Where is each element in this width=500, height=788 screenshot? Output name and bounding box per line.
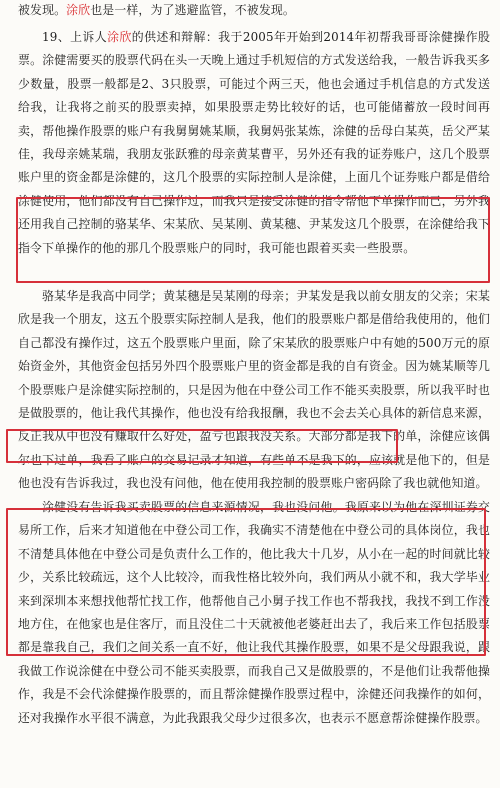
text-segment: 被发现。 — [18, 3, 67, 17]
text-segment: 也是一样，为了逃避监管，不被发现。 — [90, 3, 295, 17]
text-segment: 骆某华是我高中同学；黄某穗是吴某刚的母亲；尹某发是我以前女朋友的父亲；宋某欣是我一个朋友，这五个股票实际控制人是我，他们的股票账户都是借给我使用的，他们自己都没有操作过，这五个股票账户里面，除了宋某欣的股票账户中有她的500万元的原始资金外，其他资金包括另外四个股票账户里的资金都是我的自有资金。因为姚某顺等几个股票账户是涂健实际控制的，只是因为他在中登公司工作不能买卖股票，所以我平时也是做股票的，他让我代其操作，他也没有给我报酬，我也不会去关心具体的新信息来源，反正我从中也没有赚取什么好处，盈亏也跟我没关系。大部分都是我下的单，涂健应该偶尔也下过单，我看了账户的交易记录才知道，有些单不是我下的，应该就是他下的，但是他也没有告诉我过，我也没有问他，他在使用我控制的股票账户密码除了我也就他知道。 — [18, 289, 490, 491]
highlighted-name: 涂欣 — [107, 30, 132, 44]
text-segment: 涂健没有告诉我买卖股票的信息来源情况，我也没问他。我原来以为他在深圳证券交易所工作，后来才知道他在中登公司工作，我确实不清楚他在中登公司的具体岗位，我也不清楚具体他在中登公司是负责什么工作的，他比我大十几岁，从小在一起的时间就比较少，关系比较疏远，这个人比较冷，而我性格比较外向，我们两从小就不和，我大学毕业来到深圳本来想找他帮忙找工作，他帮他自己小舅子找工作也不帮我找，我找不到工作没地方住，在他家也是住客厅，而且没住二十天就被他老婆赶出去了，我后来工作包括股票都是靠我自己，我们之间关系一直不好，他让我代其操作股票，如果不是父母跟我说，跟我做工作说涂健在中登公司不能买卖股票，而我自己又是做股票的，不是他们让我帮他操作，我是不会代涂健操作股票的，而且帮涂健操作股票过程中，涂健还问我操作的如何，还对我操作水平很不满意，为此我跟我父母少过很多次，也表示不愿意帮涂健操作股票。 — [18, 500, 490, 725]
text-segment: 的供述和辩解：我于2005年开始到2014年初帮我哥哥涂健操作股票。涂健需要买的股票代码在头一天晚上通过手机短信的方式发送给我，一般告诉我买多少数量，股票一般都是2、3只股票，可能过个两三天，他也会通过手机信息的方式发送给我，让我将之前买的股票卖掉，如果股票走势比较好的话，也可能储蓄放一段时间再卖，帮他操作股票的账户有我舅舅姚某顺，我舅妈张某炼，涂健的岳母白某英，岳父严某佳，我母亲姚某瑞，我朋友张跃雅的母亲黄某曹平，另外还有我的证券账户，这几个股票账户里的资金都是涂健的，这几个股票的实际控制人是涂健，上面几个证券账户都是借给涂健使用，他们都没有自己操作过，而我只是接受涂健的指令帮他下单操作而已，另外我还用我自己控制的骆某华、宋某欣、吴某刚、黄某穗、尹某发这几个股票，在涂健给我下指令下单操作的他的那几个股票账户的同时，我可能也跟着买卖一些股票。 — [18, 30, 491, 255]
paragraph-accounts — [18, 285, 490, 496]
paragraph-relationship — [18, 496, 490, 730]
paragraph-0 — [18, 0, 490, 22]
text-segment: 19、上诉人 — [42, 30, 108, 44]
highlighted-name: 涂欣 — [66, 3, 91, 17]
paragraph-19-statement — [18, 26, 490, 260]
